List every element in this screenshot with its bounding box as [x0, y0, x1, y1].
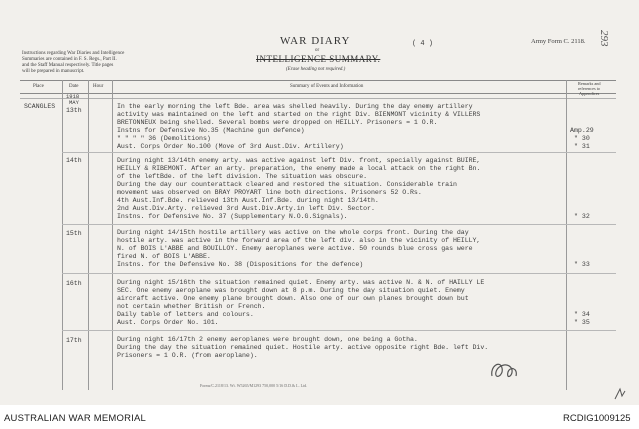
- place-name: SCANGLES: [24, 103, 56, 110]
- entry-text-line: SEC. One enemy aeroplane was brought down at 8 p.m. During the day situation quiet. Enemy: [117, 287, 465, 294]
- col-rule-hour: [112, 80, 113, 390]
- appendix-ref: " 34: [574, 311, 590, 318]
- printer-note: Forms/C.2118/13. Wt. W5265/M1293 750,000 5/16 D.D.& L. Ltd.: [200, 383, 308, 388]
- entry-text-line: Aust. Corps Order No.100 (Move of 3rd Aust.Div. Artillery): [117, 143, 344, 150]
- archive-id: RCDIG1009125: [563, 413, 631, 424]
- appendix-ref: " 30: [574, 135, 590, 142]
- diary-title: WAR DIARY: [280, 35, 351, 47]
- entry-text-line: Prisoners = 1 O.R. (from aeroplane).: [117, 352, 258, 359]
- col-header-remarks: Appendices: [579, 91, 600, 96]
- entry-date: 16th: [66, 280, 82, 287]
- year-label: 1918: [66, 93, 80, 100]
- entry-date: 17th: [66, 337, 82, 344]
- col-rule-summary: [566, 80, 567, 390]
- col-header-place: Place: [33, 84, 44, 89]
- entry-text-line: fired N. of BOIS L'ABBE.: [117, 253, 211, 260]
- instructions-line: and the Staff Manual respectively. Title pages: [22, 63, 114, 68]
- title-or: or: [315, 48, 320, 53]
- corner-mark: [612, 386, 628, 402]
- entry-text-line: In the early morning the left Bde. area was shelled heavily. During the day enemy artillery: [117, 103, 473, 110]
- entry-text-line: of the leftBde. of the left division. The situation was obscure.: [117, 173, 368, 180]
- appendix-ref: " 33: [574, 261, 590, 268]
- entry-text-line: HEILLY & RIBEMONT. After an arty. preparation, the enemy made a local attack on the right Bn.: [117, 165, 481, 172]
- entry-date: 13th: [66, 107, 82, 114]
- entry-text-line: During the day the situation remained quiet. Hostile arty. active opposite right Bde. left Div.: [117, 344, 489, 351]
- handwritten-signature: [486, 358, 526, 384]
- diary-subtitle: INTELLIGENCE SUMMARY.: [256, 54, 381, 64]
- archive-name: AUSTRALIAN WAR MEMORIAL: [4, 413, 147, 424]
- entry-text-line: During the day our counterattack cleared and restored the situation. Considerable train: [117, 181, 457, 188]
- entry-text-line: During night 14/15th hostile artillery was active on the whole corps front. During the day: [117, 229, 469, 236]
- entry-text-line: N. of BOIS L'ABBE and BOUILLOY. Enemy aeroplanes were active. 50 rounds blue cross gas were: [117, 245, 473, 252]
- entry-text-line: During night 16/17th 2 enemy aeroplanes were brought down, one being a Gotha.: [117, 336, 418, 343]
- page-number: ( 4 ): [412, 40, 434, 48]
- army-form-label: Army Form C. 2118.: [531, 38, 586, 45]
- appendix-ref: Amp.29: [570, 127, 594, 134]
- entry-text-line: Instns. for Defensive No. 37 (Supplementary N.O.G.Signals).: [117, 213, 348, 220]
- instructions-line: Summaries are contained in F. S. Regs., Part II.: [22, 57, 117, 62]
- table-top-rule: [20, 80, 616, 81]
- subheader-rule: [20, 98, 616, 99]
- entry-text-line: 2nd Aust.Div.Arty. relieved 3rd Aust.Div.Arty.in left Div. Sector.: [117, 205, 375, 212]
- header-bottom-rule: [20, 93, 616, 94]
- entry-divider: [62, 152, 616, 153]
- entry-text-line: During night 13/14th enemy arty. was active against left Div. front, specially against BUIRE,: [117, 157, 481, 164]
- entry-text-line: During night 15/16th the situation remained quiet. Enemy arty. was active N. & N. of HAILLY LE: [117, 279, 485, 286]
- col-rule-place: [62, 80, 63, 390]
- entry-text-line: Daily table of letters and colours.: [117, 311, 254, 318]
- col-rule-date: [88, 80, 89, 390]
- col-header-date: Date: [69, 84, 79, 89]
- subtitle-note: (Erase heading not required.): [286, 67, 346, 72]
- entry-date: 14th: [66, 157, 82, 164]
- entry-divider: [62, 273, 616, 274]
- appendix-ref: " 31: [574, 143, 590, 150]
- entry-text-line: Aust. Corps Order No. 101.: [117, 319, 219, 326]
- entry-text-line: " " " " 36 (Demolitions): [117, 135, 211, 142]
- entry-text-line: activity was maintained on the left and started on the right Div. BIENMONT vicinity & VILLERS: [117, 111, 481, 118]
- archive-footer: [0, 405, 639, 429]
- entry-text-line: not certain whether British or French.: [117, 303, 266, 310]
- entry-text-line: aircraft active. One enemy plane brought down. Also one of our own planes brought down but: [117, 295, 469, 302]
- handwritten-folio: 293: [598, 30, 610, 47]
- entry-text-line: Instns for Defensive No.35 (Machine gun defence): [117, 127, 305, 134]
- instructions-line: will be prepared in manuscript.: [22, 69, 85, 74]
- entry-divider: [62, 330, 616, 331]
- col-header-remarks: references to: [578, 86, 601, 91]
- appendix-ref: " 32: [574, 213, 590, 220]
- month-label: MAY: [69, 99, 79, 106]
- entry-divider: [62, 224, 616, 225]
- entry-text-line: movement was observed on BRAY PROYART line both directions. Prisoners 52 O.Rs.: [117, 189, 422, 196]
- entry-text-line: 4th Aust.Inf.Bde. relieved 13th Aust.Inf.Bde. during night 13/14th.: [117, 197, 379, 204]
- col-header-summary: Summary of Events and Information: [290, 84, 364, 89]
- entry-date: 15th: [66, 230, 82, 237]
- entry-text-line: BRETONNEUX being shelled. Several bombs were dropped on HEILLY. Prisoners = 1 O.R.: [117, 119, 438, 126]
- col-header-remarks: Remarks and: [578, 81, 601, 86]
- entry-text-line: Instns. for the Defensive No. 38 (Dispositions for the defence): [117, 261, 364, 268]
- entry-text-line: hostile arty. was active in the forward area of the left div. also in the vicinity of HEILLY,: [117, 237, 481, 244]
- col-header-hour: Hour: [93, 84, 104, 89]
- instructions-line: Instructions regarding War Diaries and Intelligence: [22, 51, 125, 56]
- appendix-ref: " 35: [574, 319, 590, 326]
